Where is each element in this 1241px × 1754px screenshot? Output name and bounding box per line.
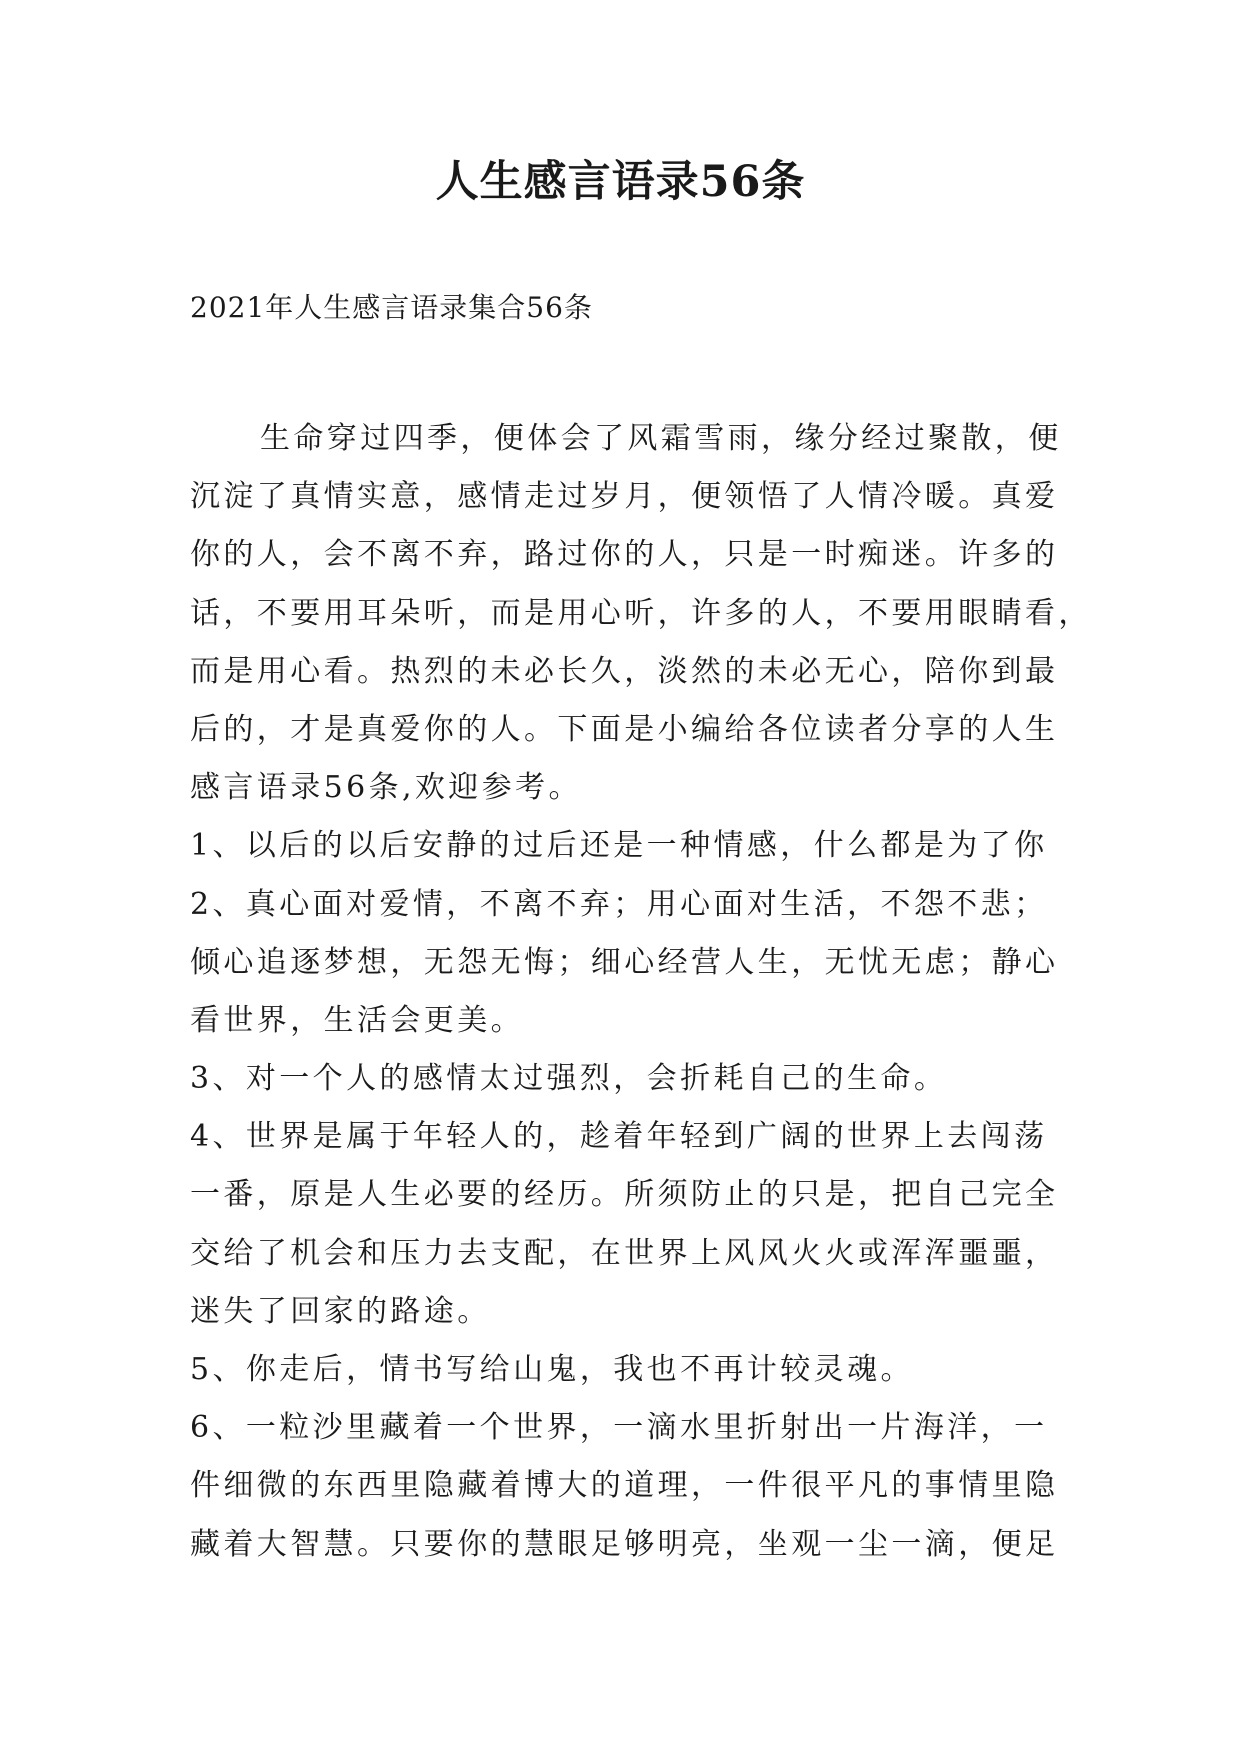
list-item-line: 2、真心面对爱情，不离不弃；用心面对生活，不怨不悲； bbox=[190, 886, 1048, 922]
list-item-line: 交给了机会和压力去支配，在世界上风风火火或浑浑噩噩， bbox=[190, 1235, 1059, 1271]
document-subtitle: 2021年人生感言语录集合56条 bbox=[190, 291, 593, 324]
paragraph-line: 你的人，会不离不弃，路过你的人，只是一时痴迷。许多的 bbox=[190, 537, 1059, 573]
document-body bbox=[190, 410, 1092, 1574]
list-item-line: 1、以后的以后安静的过后还是一种情感，什么都是为了你 bbox=[190, 828, 1048, 864]
list-item-line: 倾心追逐梦想，无怨无悔；细心经营人生，无忧无虑；静心 bbox=[190, 944, 1059, 980]
paragraph-line: 后的，才是真爱你的人。下面是小编给各位读者分享的人生 bbox=[190, 711, 1059, 747]
list-item-line: 4、世界是属于年轻人的，趁着年轻到广阔的世界上去闯荡 bbox=[190, 1119, 1048, 1155]
document-title: 人生感言语录56条 bbox=[435, 157, 806, 207]
paragraph-line: 话，不要用耳朵听，而是用心听，许多的人，不要用眼睛看， bbox=[190, 595, 1092, 631]
paragraph-line: 而是用心看。热烈的未必长久，淡然的未必无心，陪你到最 bbox=[190, 653, 1059, 689]
list-item-line: 藏着大智慧。只要你的慧眼足够明亮，坐观一尘一滴，便足 bbox=[190, 1526, 1059, 1562]
paragraph-line: 沉淀了真情实意，感情走过岁月，便领悟了人情冷暖。真爱 bbox=[190, 479, 1059, 515]
list-item-line: 看世界，生活会更美。 bbox=[190, 1002, 524, 1038]
list-item-line: 5、你走后，情书写给山鬼，我也不再计较灵魂。 bbox=[190, 1352, 914, 1387]
list-item-line: 6、一粒沙里藏着一个世界，一滴水里折射出一片海洋，一 bbox=[190, 1410, 1048, 1446]
paragraph-line: 生命穿过四季，便体会了风霜雪雨，缘分经过聚散，便 bbox=[260, 421, 1062, 456]
list-item-line: 3、对一个人的感情太过强烈，会折耗自己的生命。 bbox=[190, 1061, 948, 1097]
list-item-line: 一番，原是人生必要的经历。所须防止的只是，把自己完全 bbox=[190, 1177, 1059, 1213]
list-item-line: 迷失了回家的路途。 bbox=[190, 1293, 491, 1329]
paragraph-line: 感言语录56条,欢迎参考。 bbox=[190, 770, 582, 806]
list-item-line: 件细微的东西里隐藏着博大的道理，一件很平凡的事情里隐 bbox=[190, 1468, 1059, 1504]
